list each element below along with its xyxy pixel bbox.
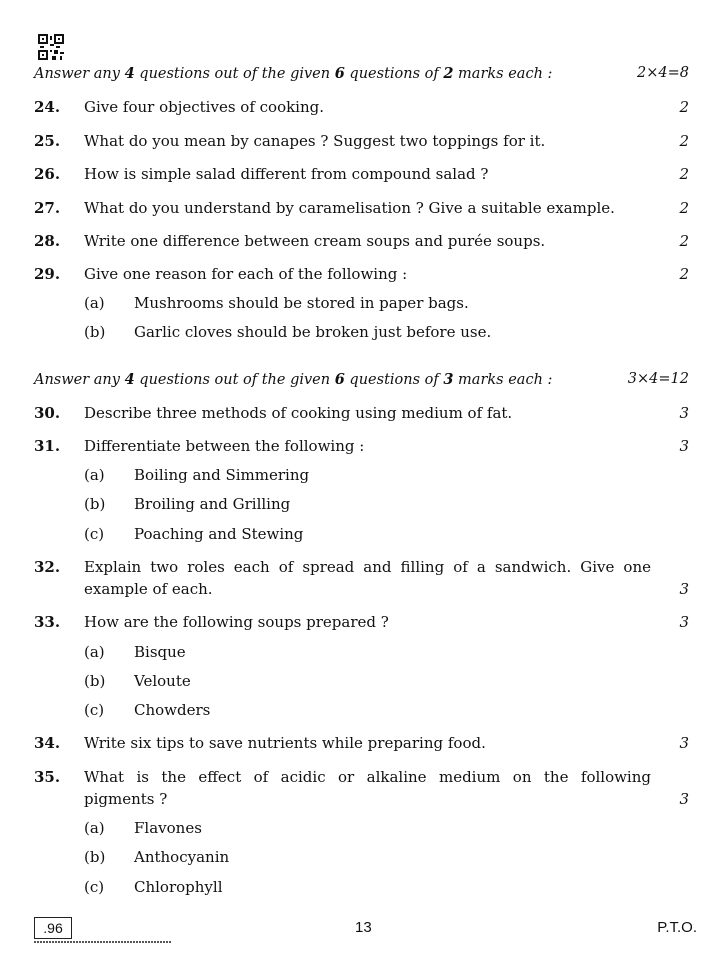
- sub-question-text: Bisque: [134, 643, 186, 661]
- question-text: What do you mean by canapes ? Suggest two toppings for it.: [84, 132, 546, 150]
- sub-question-label: (b): [84, 672, 106, 690]
- question-text: How are the following soups prepared ?: [84, 613, 389, 631]
- sub-question-text: Broiling and Grilling: [134, 495, 291, 513]
- question-marks: 3: [679, 404, 689, 422]
- question-number: 35.: [34, 768, 61, 786]
- question-marks: 3: [679, 613, 689, 631]
- question-number: 25.: [34, 132, 61, 150]
- section-marks: 3×4=12: [627, 371, 689, 387]
- question-marks: 3: [679, 790, 689, 808]
- question-text: How is simple salad different from compound salad ?: [84, 165, 489, 183]
- sub-question-text: Chowders: [134, 701, 211, 719]
- question-number: 26.: [34, 165, 61, 183]
- question-text: Write one difference between cream soups and purée soups.: [84, 232, 546, 250]
- page-number: 13: [355, 919, 372, 936]
- question-number: 29.: [34, 265, 61, 283]
- question-marks: 2: [679, 165, 689, 183]
- sub-question-text: Mushrooms should be stored in paper bags.: [134, 294, 469, 312]
- question-32: [34, 558, 689, 602]
- question-text: Give one reason for each of the following :: [84, 265, 408, 283]
- question-number: 27.: [34, 199, 61, 217]
- question-number: 24.: [34, 98, 61, 116]
- sub-question-label: (b): [84, 495, 106, 513]
- sub-question-text: Garlic cloves should be broken just before use.: [134, 323, 492, 341]
- sub-question-label: (a): [84, 294, 105, 312]
- question-text-line-1: Explain two roles each of spread and filling of a sandwich. Give one: [84, 558, 651, 576]
- sub-question-label: (c): [84, 878, 105, 896]
- question-text: Write six tips to save nutrients while preparing food.: [84, 734, 486, 752]
- section-marks: 2×4=8: [637, 65, 689, 81]
- question-marks: 2: [679, 232, 689, 250]
- pto-label: P.T.O.: [657, 919, 697, 936]
- question-marks: 2: [679, 199, 689, 217]
- question-number: 33.: [34, 613, 61, 631]
- question-marks: 2: [679, 98, 689, 116]
- question-text: Describe three methods of cooking using medium of fat.: [84, 404, 513, 422]
- question-marks: 3: [679, 437, 689, 455]
- question-text: Give four objectives of cooking.: [84, 98, 325, 116]
- footer-divider: [34, 941, 172, 943]
- paper-code: .96: [34, 917, 72, 939]
- sub-question-label: (a): [84, 643, 105, 661]
- question-text: Differentiate between the following :: [84, 437, 365, 455]
- question-number: 34.: [34, 734, 61, 752]
- sub-question-text: Anthocyanin: [134, 848, 230, 866]
- question-text-line-2: pigments ?: [84, 790, 168, 808]
- sub-question-label: (c): [84, 701, 105, 719]
- question-marks: 2: [679, 265, 689, 283]
- question-text-line-1: What is the effect of acidic or alkaline medium on the following: [84, 768, 651, 786]
- sub-question-text: Flavones: [134, 819, 202, 837]
- section-1-instruction: Answer any 4 questions out of the given 6 questions of 2 marks each : 2×4=8: [34, 65, 689, 82]
- question-marks: 3: [679, 580, 689, 598]
- question-number: 31.: [34, 437, 61, 455]
- question-number: 30.: [34, 404, 61, 422]
- question-marks: 3: [679, 734, 689, 752]
- sub-question-label: (b): [84, 848, 106, 866]
- sub-question-label: (b): [84, 323, 106, 341]
- sub-question-text: Chlorophyll: [134, 878, 223, 896]
- question-number: 32.: [34, 558, 61, 576]
- question-text: What do you understand by caramelisation ? Give a suitable example.: [84, 199, 615, 217]
- question-text-line-2: example of each.: [84, 580, 213, 598]
- question-marks: 2: [679, 132, 689, 150]
- sub-question-text: Poaching and Stewing: [134, 525, 304, 543]
- question-35: [34, 768, 689, 812]
- sub-question-label: (a): [84, 466, 105, 484]
- sub-question-text: Boiling and Simmering: [134, 466, 310, 484]
- sub-question-text: Veloute: [134, 672, 191, 690]
- question-number: 28.: [34, 232, 61, 250]
- qr-code-icon: [38, 34, 64, 60]
- section-2-instruction: Answer any 4 questions out of the given 6 questions of 3 marks each : 3×4=12: [34, 371, 689, 388]
- sub-question-label: (a): [84, 819, 105, 837]
- sub-question-label: (c): [84, 525, 105, 543]
